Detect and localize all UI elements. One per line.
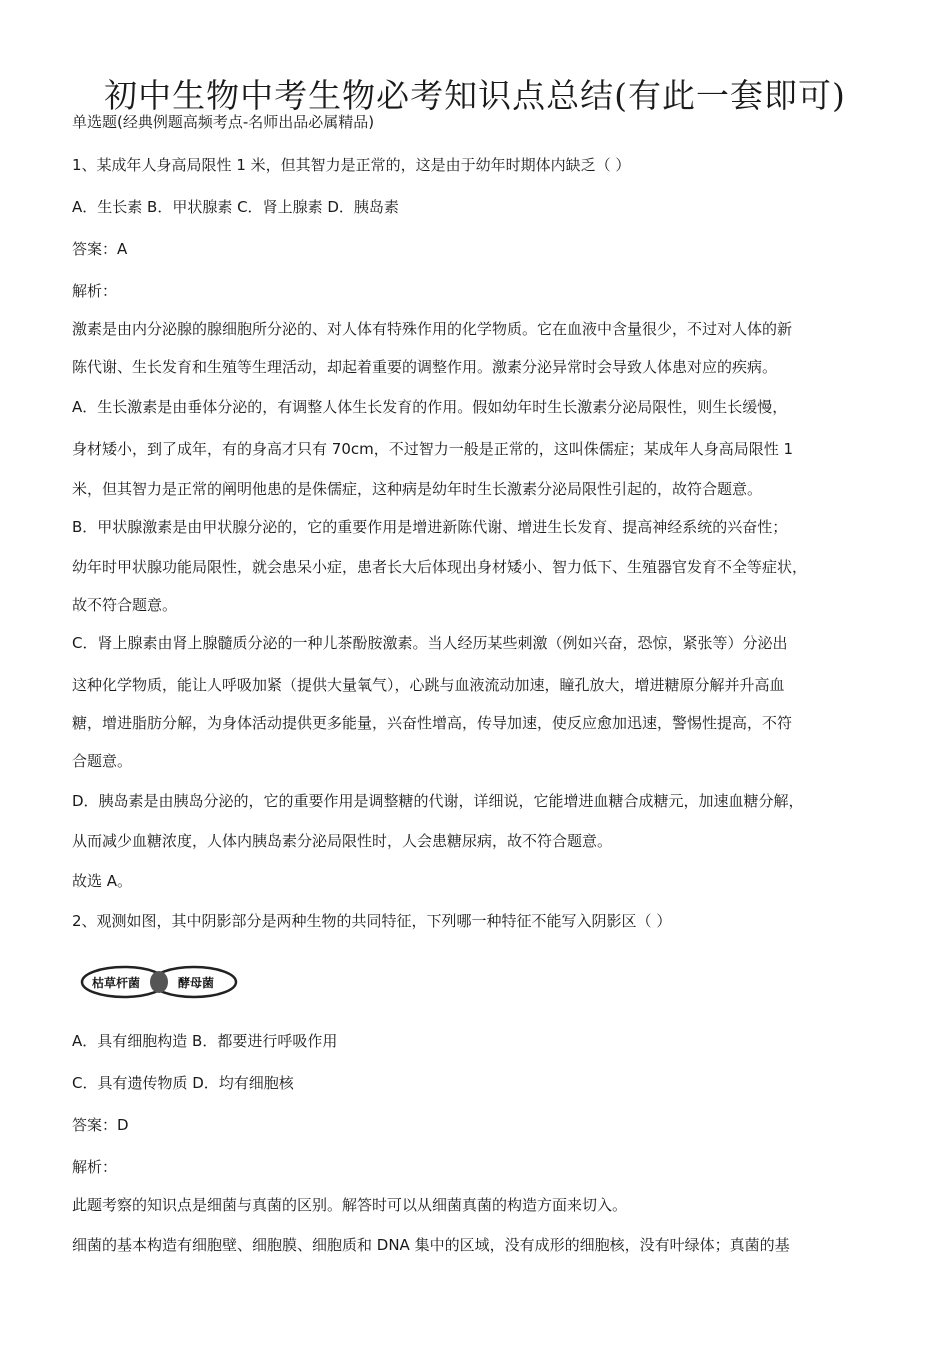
q1-analysis-line: B．甲状腺激素是由甲状腺分泌的，它的重要作用是增进新陈代谢、增进生长发育、提高神经系统的兴奋性； xyxy=(72,518,788,536)
venn-shaded-overlap xyxy=(150,971,168,993)
q1-analysis-line: 身材矮小，到了成年，有的身高才只有 70cm，不过智力一般是正常的，这叫侏儒症；某成年人身高局限性 1 xyxy=(72,440,794,458)
document-title: 初中生物中考生物必考知识点总结(有此一套即可) xyxy=(104,76,846,115)
q1-analysis-line: D．胰岛素是由胰岛分泌的，它的重要作用是调整糖的代谢，详细说，它能增进血糖合成糖元，加速血糖分解， xyxy=(72,792,804,810)
q2-analysis-line: 细菌的基本构造有细胞壁、细胞膜、细胞质和 DNA 集中的区域，没有成形的细胞核，没有叶绿体；真菌的基 xyxy=(72,1236,790,1254)
q1-analysis-line: A．生长激素是由垂体分泌的，有调整人体生长发育的作用。假如幼年时生长激素分泌局限性，则生长缓慢， xyxy=(72,398,788,416)
venn-left-label: 枯草杆菌 xyxy=(92,976,141,990)
q1-analysis-line: 合题意。 xyxy=(72,752,133,770)
q1-analysis-line: 激素是由内分泌腺的腺细胞所分泌的、对人体有特殊作用的化学物质。它在血液中含量很少，不过对人体的新 xyxy=(72,320,793,338)
q1-analysis-line: 从而减少血糖浓度，人体内胰岛素分泌局限性时，人会患糖尿病，故不符合题意。 xyxy=(72,832,613,850)
venn-diagram xyxy=(78,962,240,1002)
q1-analysis-line: C．肾上腺素由肾上腺髓质分泌的一种儿茶酚胺激素。当人经历某些刺激（例如兴奋，恐惊，紧张等）分泌出 xyxy=(72,634,788,652)
q1-analysis-line: 这种化学物质，能让人呼吸加紧（提供大量氧气），心跳与血液流动加速，瞳孔放大，增进糖原分解并升高血 xyxy=(72,676,785,694)
q1-analysis-line: 幼年时甲状腺功能局限性，就会患呆小症，患者长大后体现出身材矮小、智力低下、生殖器官发育不全等症状， xyxy=(72,558,808,576)
venn-right-label: 酵母菌 xyxy=(178,976,215,990)
q2-analysis-line: 此题考察的知识点是细菌与真菌的区别。解答时可以从细菌真菌的构造方面来切入。 xyxy=(72,1196,628,1214)
q2-stem: 2、观测如图，其中阴影部分是两种生物的共同特征，下列哪一种特征不能写入阴影区（ ） xyxy=(72,912,672,930)
q2-analysis-label: 解析： xyxy=(72,1158,118,1176)
q1-analysis-label: 解析： xyxy=(72,282,118,300)
q1-stem: 1、某成年人身高局限性 1 米，但其智力是正常的，这是由于幼年时期体内缺乏（ ） xyxy=(72,156,631,174)
document-subtitle: 单选题(经典例题高频考点-名师出品必属精品) xyxy=(72,113,375,131)
q1-conclusion: 故选 A。 xyxy=(72,872,133,890)
q1-analysis-line: 米，但其智力是正常的阐明他患的是侏儒症，这种病是幼年时生长激素分泌局限性引起的，故符合题意。 xyxy=(72,480,763,498)
q2-options-line-2: C．具有遗传物质 D．均有细胞核 xyxy=(72,1074,294,1092)
q1-options: A．生长素 B．甲状腺素 C．肾上腺素 D．胰岛素 xyxy=(72,198,399,216)
q1-analysis-line: 故不符合题意。 xyxy=(72,596,178,614)
q1-analysis-line: 陈代谢、生长发育和生殖等生理活动，却起着重要的调整作用。激素分泌异常时会导致人体患对应的疾病。 xyxy=(72,358,778,376)
venn-diagram-svg xyxy=(78,962,240,1002)
q1-analysis-line: 糖，增进脂肪分解，为身体活动提供更多能量，兴奋性增高，传导加速，使反应愈加迅速，警惕性提高，不符 xyxy=(72,714,793,732)
q1-answer: 答案：A xyxy=(72,240,128,258)
q2-options-line-1: A．具有细胞构造 B．都要进行呼吸作用 xyxy=(72,1032,338,1050)
q2-answer: 答案：D xyxy=(72,1116,129,1134)
